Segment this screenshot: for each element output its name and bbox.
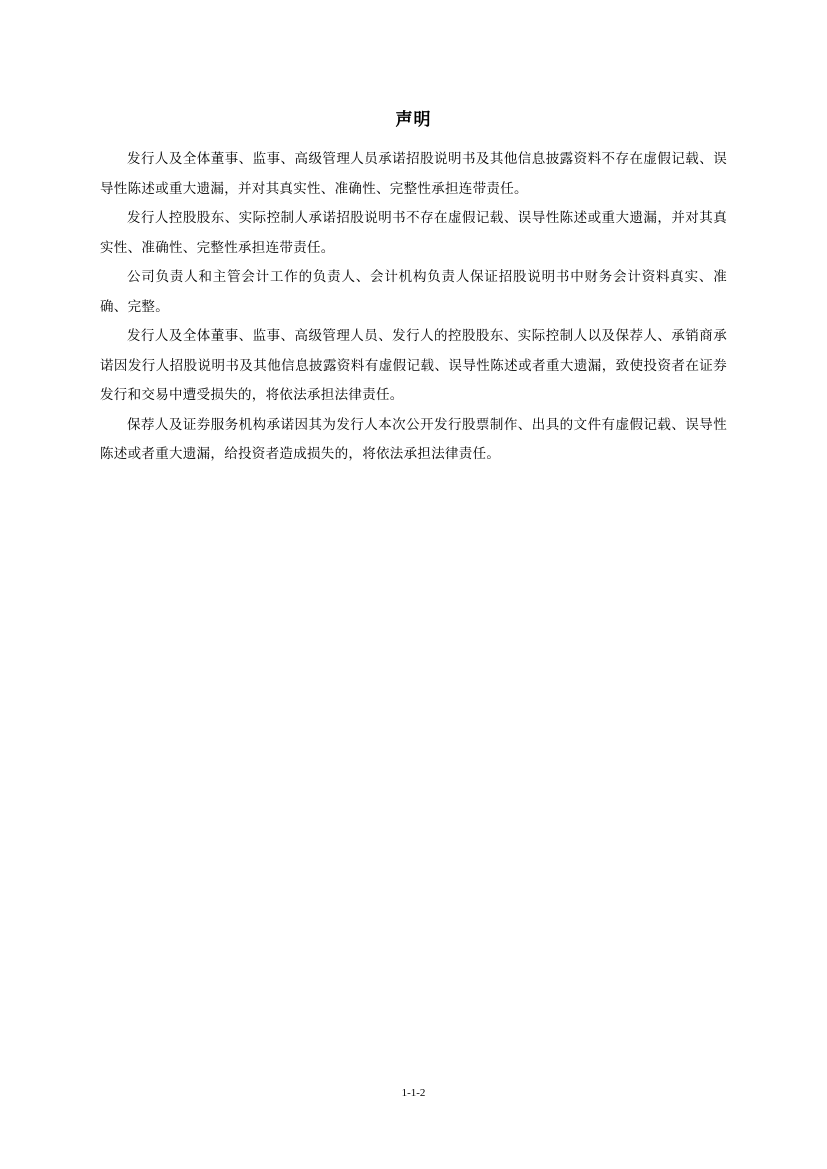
paragraph-accounting-guarantee: 公司负责人和主管会计工作的负责人、会计机构负责人保证招股说明书中财务会计资料真实、准确、完整。 — [100, 269, 727, 315]
statement-body — [100, 145, 727, 470]
page-number: 1-1-2 — [401, 1087, 426, 1099]
paragraph-liability-commitment: 发行人及全体董事、监事、高级管理人员、发行人的控股股东、实际控制人以及保荐人、承销商承诺因发行人招股说明书及其他信息披露资料有虚假记载、误导性陈述或者重大遗漏，致使投资者在证券发行和交易中遭受损失的，将依法承担法律责任。 — [100, 328, 727, 403]
page-title: 声明 — [395, 110, 432, 130]
paragraph-sponsor-commitment: 保荐人及证券服务机构承诺因其为发行人本次公开发行股票制作、出具的文件有虚假记载、误导性陈述或者重大遗漏，给投资者造成损失的，将依法承担法律责任。 — [100, 416, 727, 462]
paragraph-issuer-commitment: 发行人及全体董事、监事、高级管理人员承诺招股说明书及其他信息披露资料不存在虚假记载、误导性陈述或重大遗漏，并对其真实性、准确性、完整性承担连带责任。 — [100, 151, 727, 197]
paragraph-controller-commitment: 发行人控股股东、实际控制人承诺招股说明书不存在虚假记载、误导性陈述或重大遗漏，并对其真实性、准确性、完整性承担连带责任。 — [100, 210, 727, 256]
